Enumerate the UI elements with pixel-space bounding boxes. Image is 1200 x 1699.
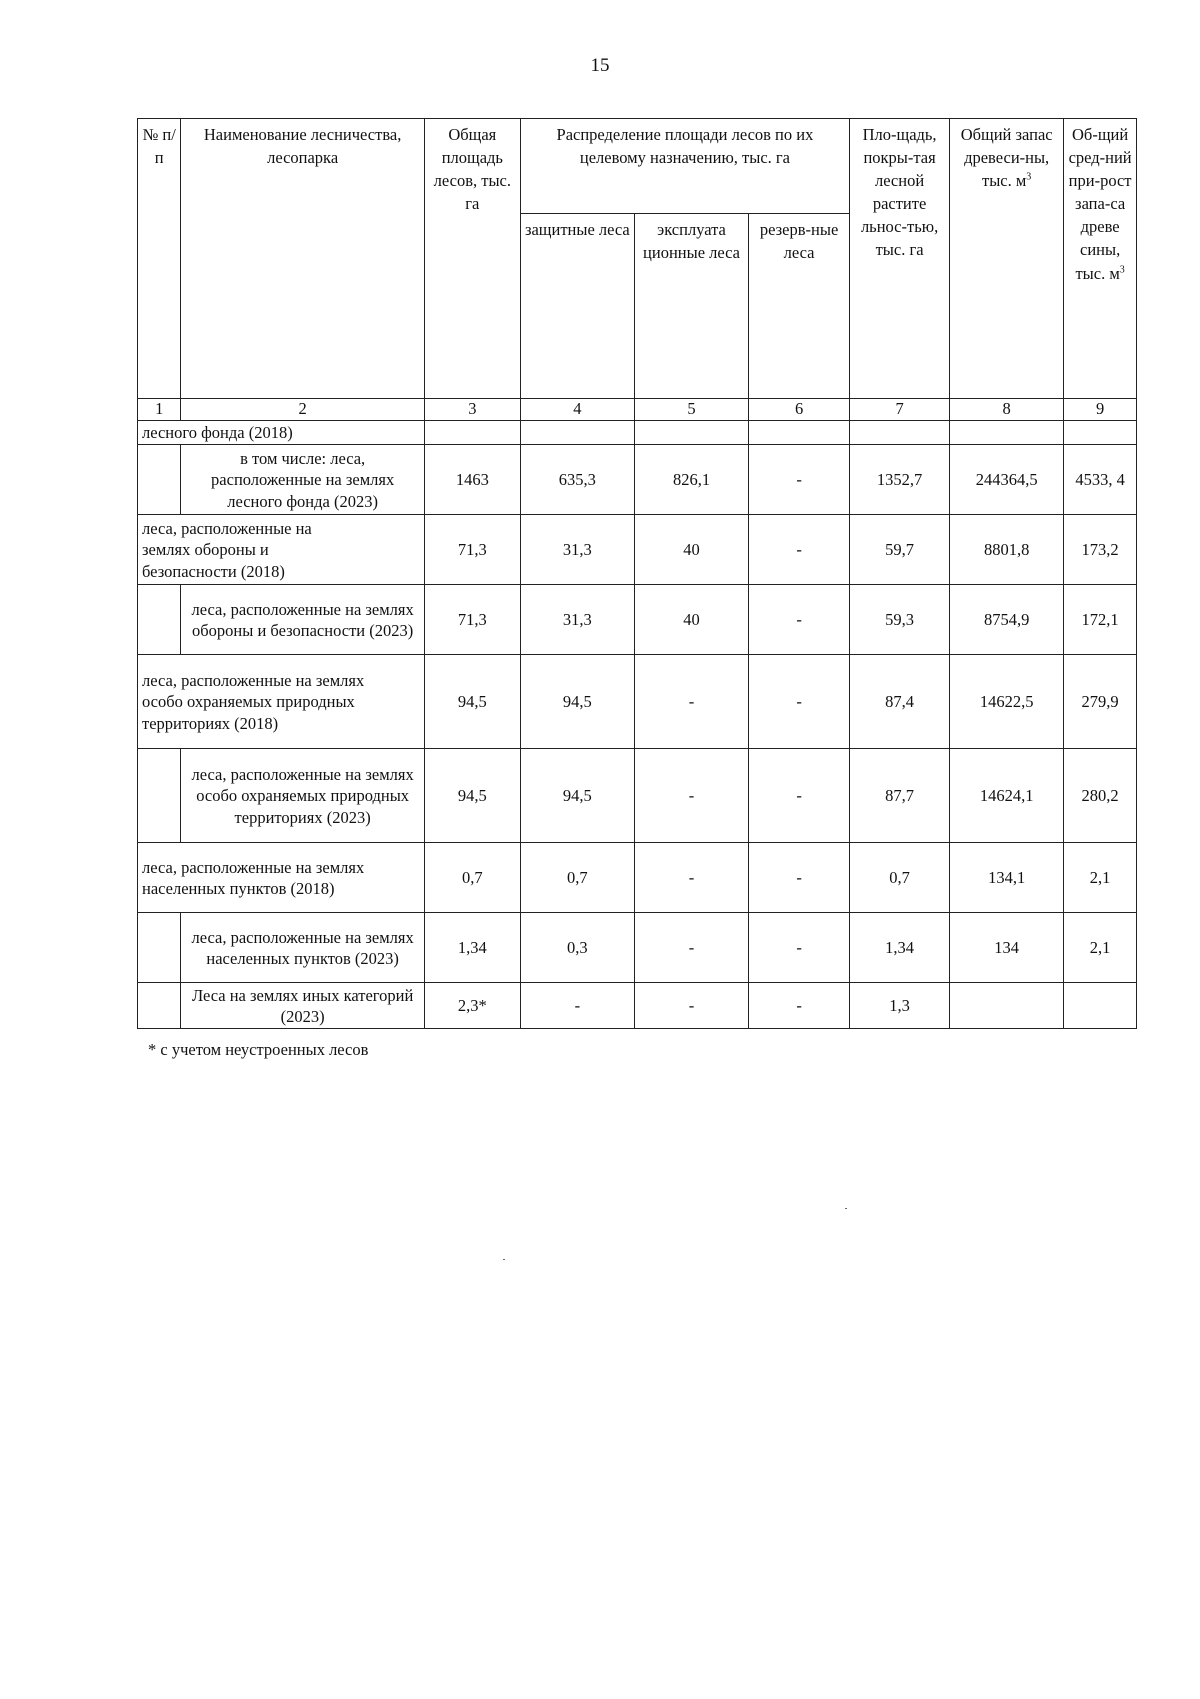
row-name: леса, расположенные на землях обороны и безопасности (2018) [138,515,425,585]
scan-speck [503,1259,505,1260]
table-row [138,421,1137,445]
cell-total: 2,3* [424,983,520,1029]
cell-reserve: - [749,515,850,585]
cell-operational: - [634,983,748,1029]
cell-total: 71,3 [424,585,520,655]
row-name: Леса на землях иных категорий (2023) [181,983,424,1029]
cell-total [424,421,520,445]
table-row [138,843,1137,913]
header-row [138,119,1137,214]
forest-area-table [137,118,1137,1029]
page-number: 15 [590,55,610,76]
row-name: леса, расположенные на землях особо охраняемых природных территориях (2018) [138,655,425,749]
column-number: 3 [424,399,520,421]
cell-total: 94,5 [424,655,520,749]
cell-stock: 14624,1 [950,749,1064,843]
header-total-area: Общая площадь лесов, тыс. га [424,119,520,399]
header-reserve: резерв-ные леса [749,214,850,399]
cell-stock: 134 [950,913,1064,983]
cell-growth: 4533, 4 [1064,445,1137,515]
cell-operational: 826,1 [634,445,748,515]
cell-growth [1064,983,1137,1029]
cell-covered [850,421,950,445]
table-row [138,445,1137,515]
cell-growth: 2,1 [1064,913,1137,983]
row-name: леса, расположенные на землях населенных пунктов (2018) [138,843,425,913]
cell-reserve: - [749,445,850,515]
cell-stock: 134,1 [950,843,1064,913]
cell-total: 1463 [424,445,520,515]
cell-growth: 2,1 [1064,843,1137,913]
cell-protective: 635,3 [520,445,634,515]
cell-growth: 279,9 [1064,655,1137,749]
cell-stock: 8801,8 [950,515,1064,585]
cell-protective [520,421,634,445]
cell-protective: 0,3 [520,913,634,983]
cell-num [138,445,181,515]
cell-operational [634,421,748,445]
row-name: в том числе: леса, расположенные на землях лесного фонда (2023) [181,445,424,515]
cell-protective: 31,3 [520,515,634,585]
table-row [138,515,1137,585]
table-row [138,585,1137,655]
header-operational: эксплуата ционные леса [634,214,748,399]
cell-growth: 172,1 [1064,585,1137,655]
cell-covered: 1352,7 [850,445,950,515]
cell-reserve: - [749,585,850,655]
cell-reserve: - [749,913,850,983]
header-covered-area: Пло-щадь, покры-тая лесной растите льнос-тью, тыс. га [850,119,950,399]
cell-covered: 1,34 [850,913,950,983]
table-row [138,749,1137,843]
cell-reserve: - [749,749,850,843]
cell-num [138,585,181,655]
row-name: леса, расположенные на землях обороны и безопасности (2023) [181,585,424,655]
cell-operational: - [634,843,748,913]
table-row [138,913,1137,983]
cell-protective: 94,5 [520,749,634,843]
cell-reserve: - [749,843,850,913]
column-number: 7 [850,399,950,421]
cell-operational: 40 [634,585,748,655]
column-number: 4 [520,399,634,421]
cell-protective: 94,5 [520,655,634,749]
column-number: 2 [181,399,424,421]
table-row [138,983,1137,1029]
cell-stock [950,421,1064,445]
cell-growth: 173,2 [1064,515,1137,585]
header-avg-growth-text: Об-щий сред-ний при-рост запа-са древе сины, тыс. м [1068,125,1132,283]
row-name: леса, расположенные на землях особо охраняемых природных территориях (2023) [181,749,424,843]
cell-num [138,913,181,983]
cell-operational: - [634,749,748,843]
cell-covered: 0,7 [850,843,950,913]
cell-total: 94,5 [424,749,520,843]
column-number: 5 [634,399,748,421]
cell-total: 71,3 [424,515,520,585]
column-numbers-row [138,399,1137,421]
cell-total: 1,34 [424,913,520,983]
cell-stock: 244364,5 [950,445,1064,515]
cell-covered: 87,7 [850,749,950,843]
cell-operational: - [634,655,748,749]
footnote: * с учетом неустроенных лесов [148,1040,369,1059]
column-number: 1 [138,399,181,421]
header-avg-growth-sup: 3 [1119,264,1125,276]
header-total-stock-text: Общий запас древеси-ны, тыс. м [960,125,1053,191]
header-total-stock [950,119,1064,399]
cell-stock: 8754,9 [950,585,1064,655]
cell-covered: 59,3 [850,585,950,655]
header-total-stock-sup: 3 [1026,171,1032,183]
cell-num [138,749,181,843]
cell-stock [950,983,1064,1029]
cell-growth [1064,421,1137,445]
cell-covered: 1,3 [850,983,950,1029]
header-avg-growth [1064,119,1137,399]
column-number: 8 [950,399,1064,421]
table-row [138,655,1137,749]
cell-num [138,983,181,1029]
cell-protective: - [520,983,634,1029]
column-number: 9 [1064,399,1137,421]
cell-reserve: - [749,655,850,749]
header-num: № п/п [138,119,181,399]
cell-protective: 0,7 [520,843,634,913]
scan-speck [845,1208,847,1209]
row-name: лесного фонда (2018) [138,421,425,445]
cell-operational: - [634,913,748,983]
cell-reserve: - [749,983,850,1029]
header-protective: защитные леса [520,214,634,399]
cell-operational: 40 [634,515,748,585]
cell-protective: 31,3 [520,585,634,655]
cell-total: 0,7 [424,843,520,913]
cell-covered: 59,7 [850,515,950,585]
cell-reserve [749,421,850,445]
header-distribution: Распределение площади лесов по их целевому назначению, тыс. га [520,119,849,214]
column-number: 6 [749,399,850,421]
cell-growth: 280,2 [1064,749,1137,843]
cell-covered: 87,4 [850,655,950,749]
row-name: леса, расположенные на землях населенных пунктов (2023) [181,913,424,983]
cell-stock: 14622,5 [950,655,1064,749]
header-name: Наименование лесничества, лесопарка [181,119,424,399]
